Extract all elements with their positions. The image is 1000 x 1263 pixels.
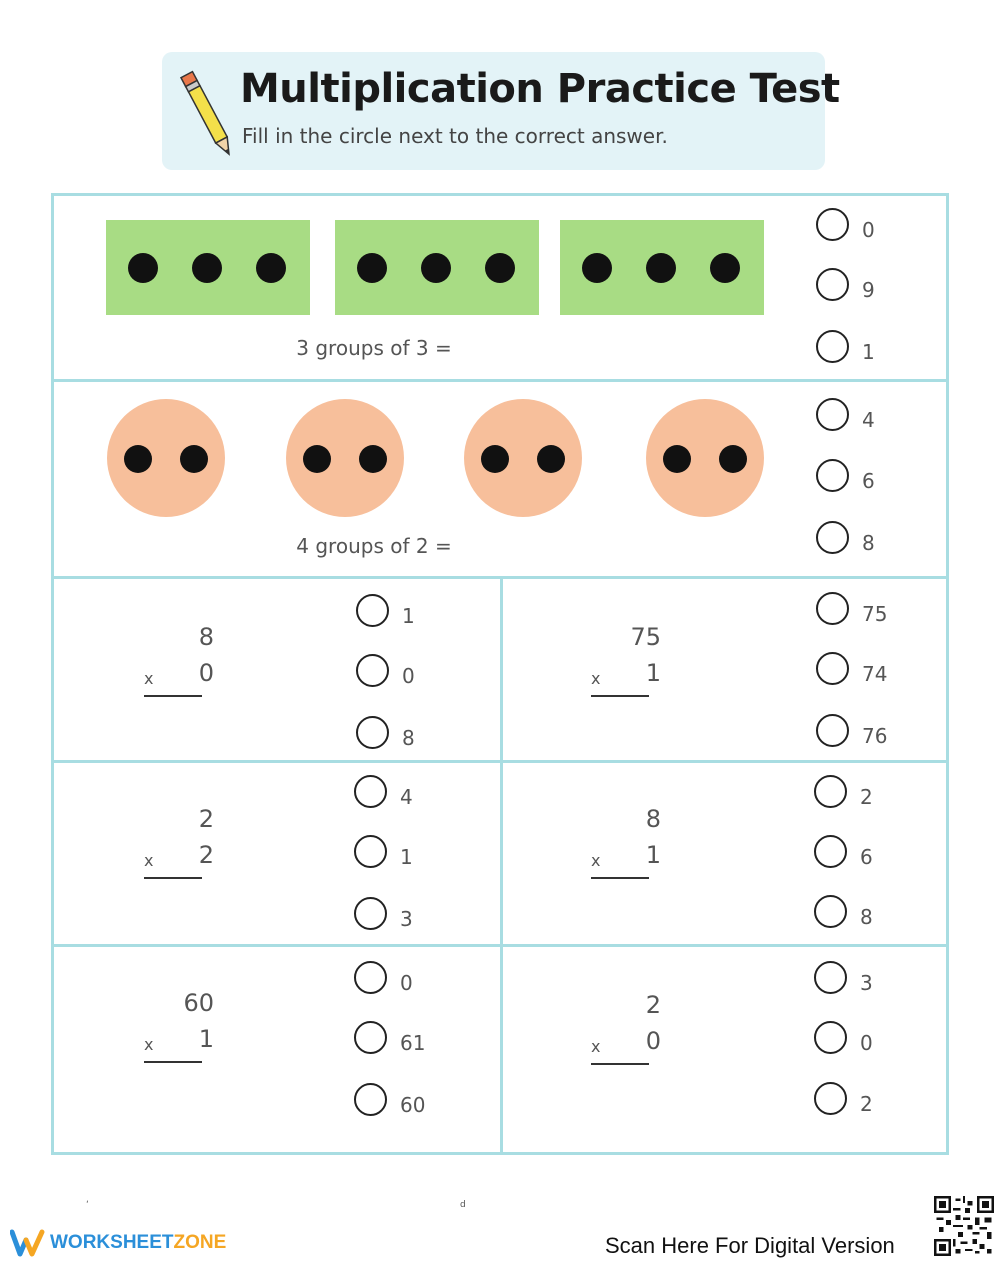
dot — [421, 253, 451, 283]
multiplication-problem — [591, 805, 661, 885]
times-sign: x — [591, 669, 601, 688]
column-divider — [500, 947, 503, 1152]
answer-value: 74 — [862, 662, 888, 686]
question-row-5 — [54, 947, 946, 1152]
answer-value: 6 — [860, 845, 873, 869]
dot — [124, 445, 152, 473]
answer-bubble[interactable] — [816, 268, 849, 301]
answer-bubble[interactable] — [816, 592, 849, 625]
dot — [128, 253, 158, 283]
question-row-3 — [54, 579, 946, 763]
column-divider — [500, 763, 503, 944]
multiplier: 2 — [198, 841, 214, 869]
footer-mark: d — [460, 1200, 466, 1210]
brand-name-main: WORKSHEET — [50, 1232, 174, 1253]
answer-value: 4 — [400, 785, 413, 809]
multiplication-problem — [591, 991, 661, 1071]
times-sign: x — [144, 669, 154, 688]
answer-bubble[interactable] — [816, 652, 849, 685]
answer-bubble[interactable] — [356, 716, 389, 749]
scan-caption: Scan Here For Digital Version — [605, 1233, 895, 1258]
answer-value: 0 — [400, 971, 413, 995]
dot — [646, 253, 676, 283]
answer-bubble[interactable] — [816, 459, 849, 492]
answer-value: 4 — [862, 408, 875, 432]
answer-value: 2 — [860, 785, 873, 809]
answer-bubble[interactable] — [354, 775, 387, 808]
column-divider — [500, 579, 503, 760]
worksheetzone-logo-icon — [10, 1228, 46, 1258]
multiplier: 1 — [645, 841, 661, 869]
header-banner — [162, 52, 840, 170]
question-row-4 — [54, 763, 946, 947]
multiplication-problem — [144, 989, 214, 1069]
dot — [180, 445, 208, 473]
answer-bubble[interactable] — [814, 1082, 847, 1115]
multiplicand: 60 — [183, 989, 214, 1017]
footer-mark: ‘ — [86, 1200, 89, 1210]
answer-bubble[interactable] — [814, 961, 847, 994]
multiplicand: 8 — [645, 805, 661, 833]
answer-bubble[interactable] — [814, 835, 847, 868]
answer-value: 1 — [400, 845, 413, 869]
answer-value: 60 — [400, 1093, 426, 1117]
multiplier: 0 — [645, 1027, 661, 1055]
answer-value: 0 — [860, 1031, 873, 1055]
dot — [359, 445, 387, 473]
dot-group — [106, 220, 310, 315]
multiplier: 1 — [198, 1025, 214, 1053]
times-sign: x — [591, 851, 601, 870]
multiplication-problem — [144, 623, 214, 703]
answer-bubble[interactable] — [354, 835, 387, 868]
dot-group — [107, 399, 225, 517]
answer-bubble[interactable] — [816, 521, 849, 554]
multiplicand: 2 — [645, 991, 661, 1019]
times-sign: x — [144, 1035, 154, 1054]
times-sign: x — [591, 1037, 601, 1056]
answer-value: 6 — [862, 469, 875, 493]
qr-code-icon[interactable] — [934, 1196, 994, 1256]
multiplication-problem — [144, 805, 214, 885]
multiplicand: 75 — [630, 623, 661, 651]
answer-value: 3 — [860, 971, 873, 995]
answer-bubble[interactable] — [354, 897, 387, 930]
answer-value: 8 — [860, 905, 873, 929]
question-caption: 4 groups of 2 = — [296, 534, 452, 558]
answer-value: 8 — [862, 531, 875, 555]
answer-bubble[interactable] — [814, 1021, 847, 1054]
answer-value: 0 — [402, 664, 415, 688]
dot — [537, 445, 565, 473]
question-caption: 3 groups of 3 = — [296, 336, 452, 360]
multiplier: 0 — [198, 659, 214, 687]
answer-line — [591, 1063, 649, 1065]
dot-group — [464, 399, 582, 517]
pencil-icon — [176, 62, 236, 162]
answer-value: 0 — [862, 218, 875, 242]
dot — [481, 445, 509, 473]
multiplication-problem — [591, 623, 661, 703]
answer-value: 9 — [862, 278, 875, 302]
page-instructions: Fill in the circle next to the correct answer. — [242, 124, 668, 148]
answer-value: 8 — [402, 726, 415, 750]
times-sign: x — [144, 851, 154, 870]
dot — [485, 253, 515, 283]
multiplicand: 8 — [198, 623, 214, 651]
question-grid — [51, 193, 949, 1155]
dot-group — [646, 399, 764, 517]
question-2 — [54, 382, 946, 579]
dot — [710, 253, 740, 283]
answer-bubble[interactable] — [816, 330, 849, 363]
dot — [303, 445, 331, 473]
dot — [256, 253, 286, 283]
answer-value: 61 — [400, 1031, 426, 1055]
answer-bubble[interactable] — [816, 398, 849, 431]
answer-value: 1 — [402, 604, 415, 628]
page-title: Multiplication Practice Test — [240, 66, 840, 112]
answer-value: 2 — [860, 1092, 873, 1116]
answer-bubble[interactable] — [814, 895, 847, 928]
question-1 — [54, 196, 946, 382]
answer-line — [591, 695, 649, 697]
multiplier: 1 — [645, 659, 661, 687]
dot-group — [560, 220, 764, 315]
dot — [582, 253, 612, 283]
answer-value: 3 — [400, 907, 413, 931]
multiplicand: 2 — [198, 805, 214, 833]
answer-bubble[interactable] — [354, 1021, 387, 1054]
answer-line — [144, 695, 202, 697]
dot — [719, 445, 747, 473]
dot — [357, 253, 387, 283]
dot-group — [335, 220, 539, 315]
answer-bubble[interactable] — [356, 654, 389, 687]
answer-value: 75 — [862, 602, 888, 626]
answer-line — [144, 877, 202, 879]
answer-line — [144, 1061, 202, 1063]
brand-name — [50, 1232, 226, 1254]
answer-value: 76 — [862, 724, 888, 748]
answer-line — [591, 877, 649, 879]
answer-bubble[interactable] — [814, 775, 847, 808]
dot-group — [286, 399, 404, 517]
dot — [192, 253, 222, 283]
dot — [663, 445, 691, 473]
answer-bubble[interactable] — [356, 594, 389, 627]
answer-bubble[interactable] — [354, 961, 387, 994]
answer-bubble[interactable] — [354, 1083, 387, 1116]
answer-value: 1 — [862, 340, 875, 364]
answer-bubble[interactable] — [816, 714, 849, 747]
answer-bubble[interactable] — [816, 208, 849, 241]
brand-name-accent: ZONE — [173, 1232, 227, 1253]
